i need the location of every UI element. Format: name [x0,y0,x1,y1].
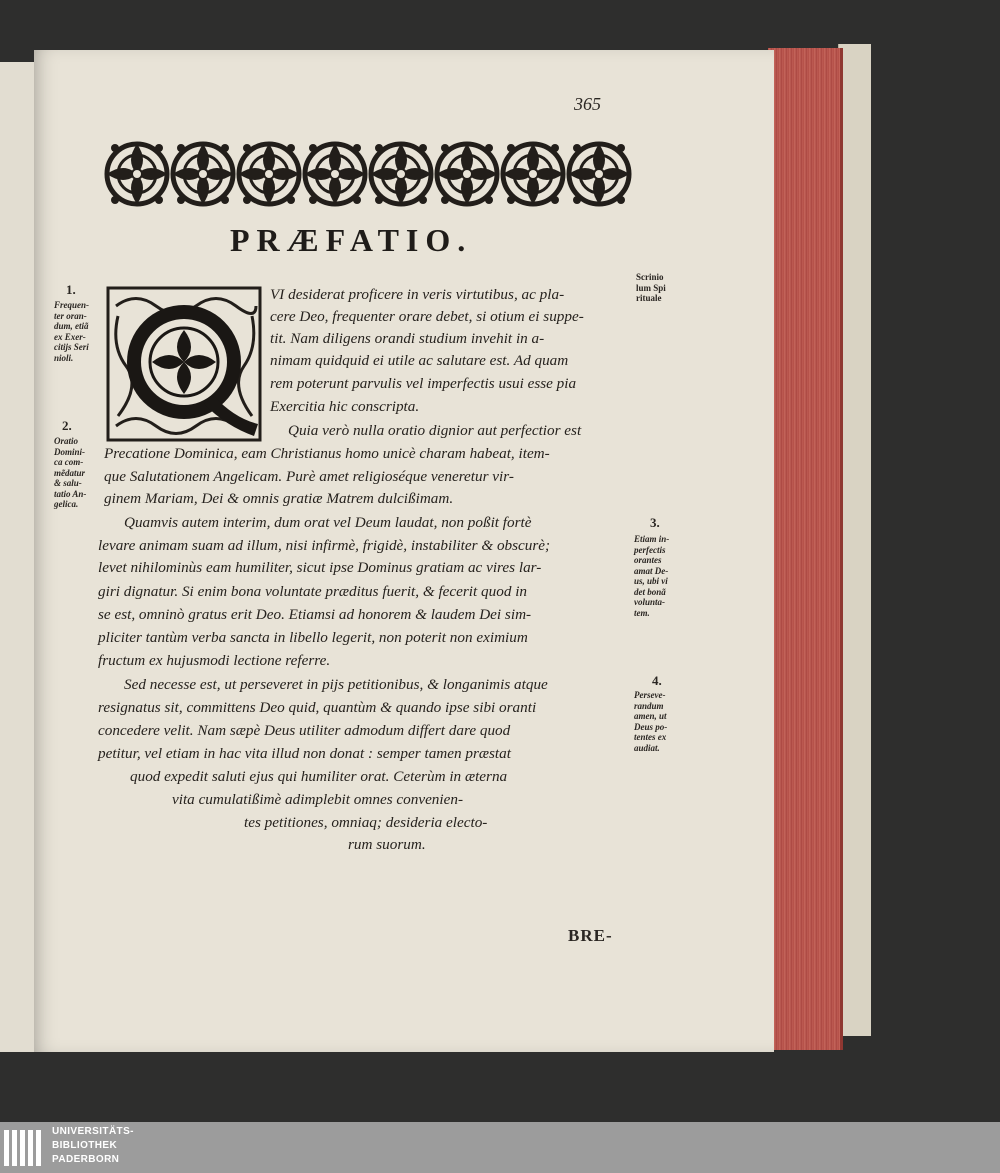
text-line: giri dignatur. Si enim bona voluntate præditus fuerit, & fecerit quod in [98,583,528,600]
text-line: rum suorum. [348,836,426,853]
text-line: cere Deo, frequenter orare debet, si otium ei suppe- [270,308,584,325]
text-line: quod expedit saluti ejus qui humiliter orat. Ceterùm in æterna [130,768,508,785]
margin-note: Frequen- ter oran- dum, etiã ex Exer- citijs Seri nioli. [54,300,90,363]
institution-name-line: PADERBORN [52,1154,120,1165]
page-number: 365 [574,94,601,114]
text-line: tes petitiones, omniaq; desideria electo- [244,814,488,831]
text-line: concedere velit. Nam sæpè Deus utiliter admodum differt dare quod [98,722,511,739]
text-line: se est, omninò gratus erit Deo. Etiamsi ad honorem & laudem Dei sim- [98,606,532,623]
text-line: levet nihilominùs eam humiliter, sicut ipse Dominus gratiam ac vires lar- [98,559,542,576]
margin-number: 4. [652,673,662,688]
decorated-initial-q [106,286,262,442]
margin-note: Oratio Domini- ca com- mẽdatur & salu- tatio An- gelica. [54,436,87,509]
library-logo-icon [2,1126,44,1170]
margin-note: Etiam in- perfectis orantes amat De- us, ubi vi det bonã volunta- tem. [634,534,670,618]
text-line: vita cumulatißimè adimplebit omnes convenien- [172,791,464,808]
ornamental-headpiece [104,128,632,220]
text-line: VI desiderat proficere in veris virtutibus, ac pla- [270,286,565,303]
text-line: Precatione Dominica, eam Christianus homo unicè charam habeat, item- [104,445,550,462]
margin-number: 1. [66,282,76,297]
text-line: tit. Nam diligens orandi studium invehit in a- [270,330,545,347]
text-line: Quamvis autem interim, dum orat vel Deum laudat, non poßit fortè [124,514,532,531]
text-line: Quia verò nulla oratio dignior aut perfectior est [288,422,582,439]
text-line: que Salutationem Angelicam. Purè amet religioséque veneretur vir- [104,468,514,485]
text-line: levare animam suam ad illum, nisi infirmè, frigidè, instabiliter & obscurè; [98,537,551,554]
catchword: BRE- [568,926,613,945]
facing-page-edge [0,62,38,1052]
text-line: fructum ex hujusmodi lectione referre. [98,652,331,669]
margin-number: 3. [650,515,660,530]
margin-note: Perseve- randum amen, ut Deus po- tentes ex audiat. [634,690,668,753]
red-page-edges [768,48,843,1050]
text-line: Sed necesse est, ut perseveret in pijs petitionibus, & longanimis atque [124,676,548,693]
text-line: petitur, vel etiam in hac vita illud non donat : semper tamen præstat [98,745,511,762]
text-line: rem poterunt parvulis vel imperfectis usui esse pia [270,375,577,392]
institution-name-line: BIBLIOTHEK [52,1140,118,1151]
text-line: ginem Mariam, Dei & omnis gratiæ Matrem dulcißimam. [104,490,454,507]
margin-note: Scrinio lum Spi rituale [636,272,666,303]
footer-bar [0,1122,1000,1173]
text-line: nimam quidquid ei utile ac salutare est. Ad quam [270,352,569,369]
text-line: pliciter tantùm verba sancta in libello legerit, non poterit non eximium [98,629,528,646]
text-line: resignatus sit, committens Deo quid, quantùm & quando ipse sibi oranti [98,699,537,716]
margin-number: 2. [62,418,72,433]
page-title: PRÆFATIO. [230,222,473,258]
text-line: Exercitia hic conscripta. [270,398,420,415]
institution-name-line: UNIVERSITÄTS- [52,1126,134,1137]
